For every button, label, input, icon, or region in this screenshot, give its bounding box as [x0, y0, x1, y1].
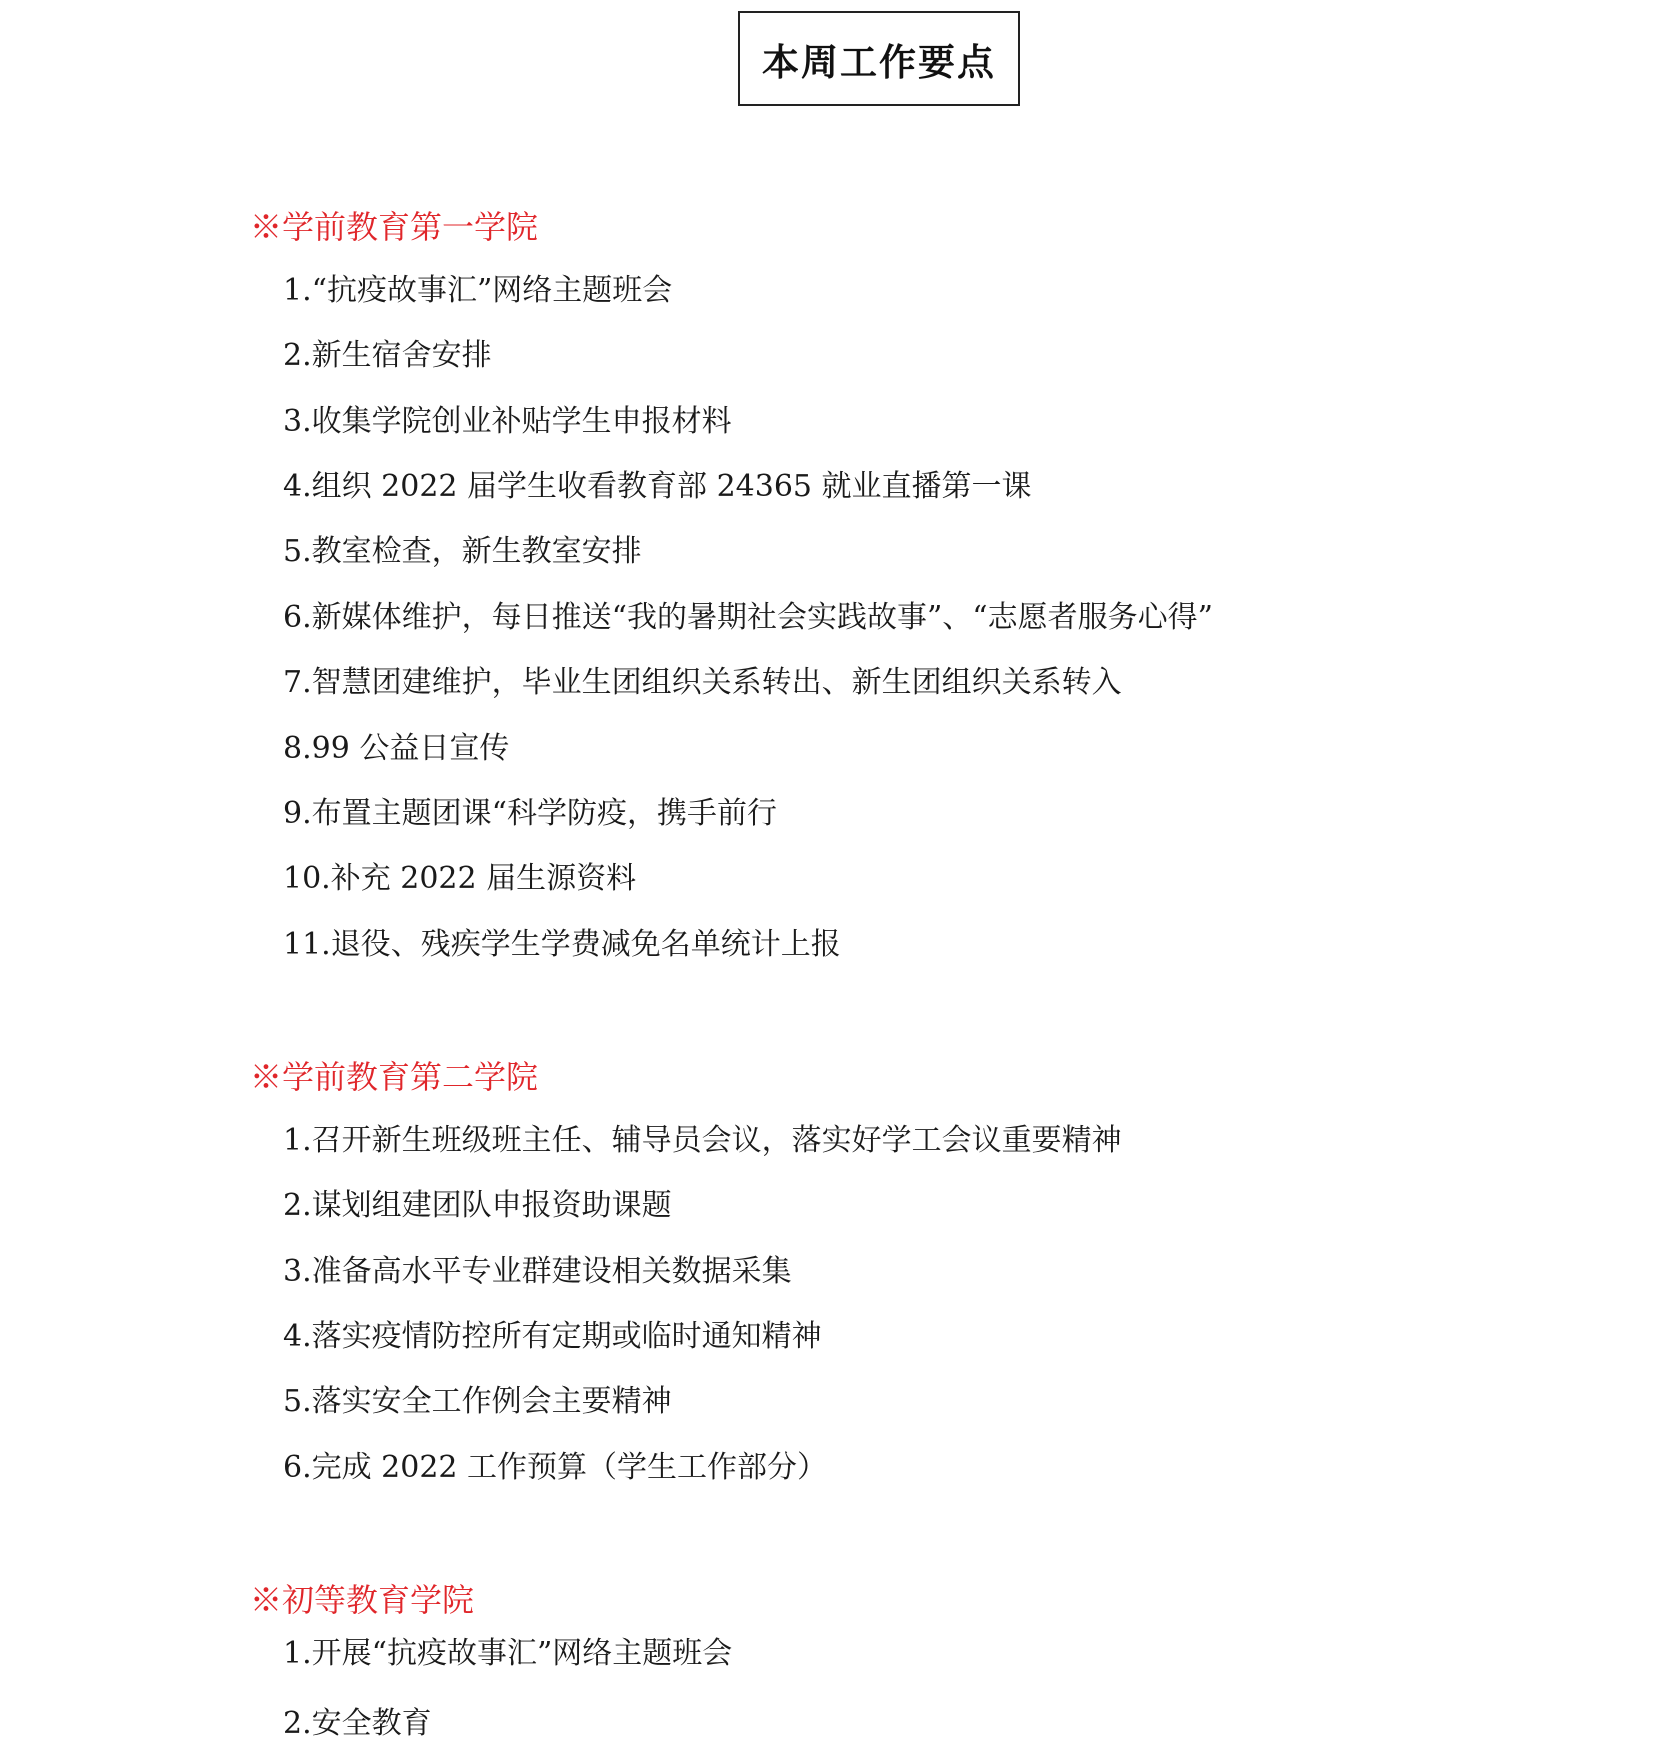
- page-title: 本周工作要点: [762, 40, 996, 84]
- section-heading: ※学前教育第二学院: [250, 1058, 539, 1096]
- list-item: 4.落实疫情防控所有定期或临时通知精神: [283, 1319, 822, 1354]
- section-heading: ※学前教育第一学院: [250, 208, 539, 246]
- list-item: 3.收集学院创业补贴学生申报材料: [283, 404, 732, 439]
- list-item: 5.落实安全工作例会主要精神: [283, 1384, 672, 1419]
- list-item: 7.智慧团建维护，毕业生团组织关系转出、新生团组织关系转入: [283, 665, 1122, 700]
- section-heading: ※初等教育学院: [250, 1581, 475, 1619]
- list-item: 1.开展“抗疫故事汇”网络主题班会: [283, 1636, 733, 1671]
- section-primary-college: [250, 1578, 1654, 1741]
- list-item: 2.安全教育: [283, 1706, 432, 1741]
- list-item: 2.新生宿舍安排: [283, 338, 492, 373]
- list-item: 9.布置主题团课“科学防疫，携手前行: [283, 796, 777, 831]
- list-item: 11.退役、残疾学生学费减免名单统计上报: [283, 927, 841, 962]
- list-item: 4.组织 2022 届学生收看教育部 24365 就业直播第一课: [283, 469, 1032, 504]
- list-item: 5.教室检查，新生教室安排: [283, 534, 642, 569]
- title-box: [738, 11, 1020, 106]
- list-item: 1.“抗疫故事汇”网络主题班会: [283, 273, 673, 308]
- list-item: 6.新媒体维护，每日推送“我的暑期社会实践故事”、“志愿者服务心得”: [283, 600, 1213, 635]
- list-item: 3.准备高水平专业群建设相关数据采集: [283, 1254, 792, 1289]
- list-item: 1.召开新生班级班主任、辅导员会议，落实好学工会议重要精神: [283, 1123, 1122, 1158]
- list-item: 10.补充 2022 届生源资料: [283, 861, 637, 896]
- section-first-college: [250, 205, 1654, 962]
- list-item: 6.完成 2022 工作预算（学生工作部分）: [283, 1450, 828, 1485]
- section-second-college: [250, 1055, 1654, 1485]
- list-item: 8.99 公益日宣传: [283, 731, 510, 766]
- list-item: 2.谋划组建团队申报资助课题: [283, 1188, 672, 1223]
